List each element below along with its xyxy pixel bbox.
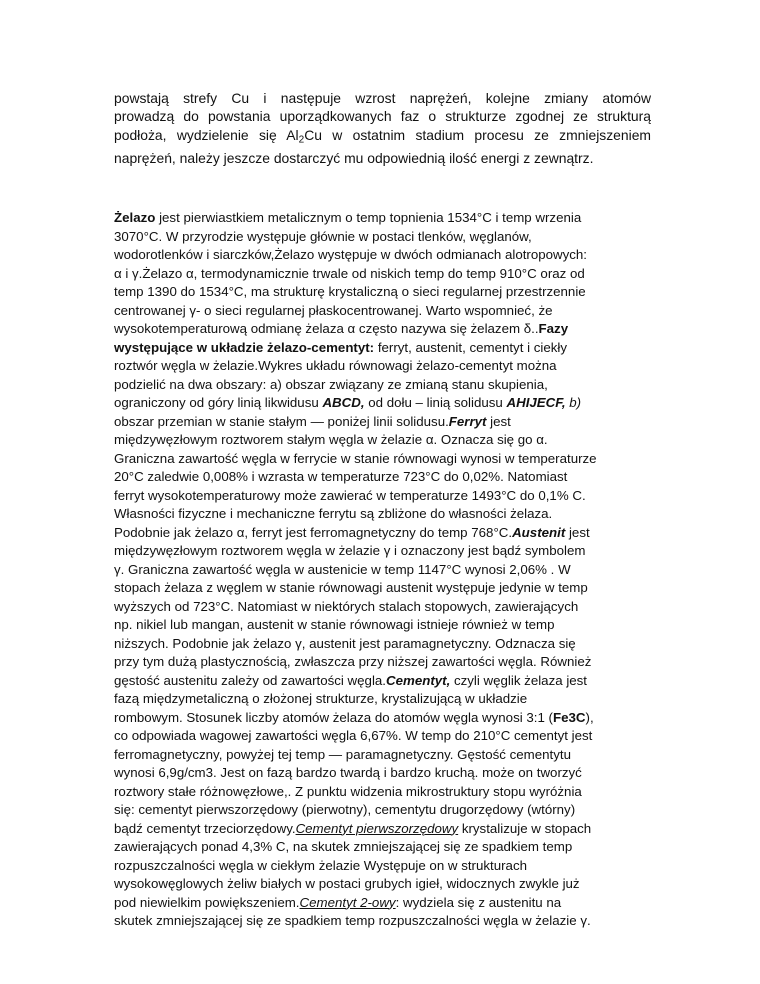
- text-line: rozpuszczalności węgla w ciekłym żelazie Występuje on w strukturach: [114, 857, 527, 873]
- term-cementyt-2-owy: Cementyt 2-owy: [299, 894, 396, 910]
- term-zelazo: Żelazo: [114, 210, 156, 225]
- text-line: γ. Graniczna zawartość węgla w austenicie w temp 1147°C wynosi 2,06% . W: [114, 561, 571, 577]
- text-line: fazą międzymetaliczną o złożonej strukturze, krystalizującą w układzie: [114, 691, 528, 706]
- text-line: np. nikiel lub mangan, austenit w stanie równowagi istnieje również w temp: [114, 617, 555, 632]
- text-run: czyli węglik żelaza jest: [450, 672, 588, 688]
- text-line: [114, 894, 659, 913]
- text-line: [114, 672, 659, 691]
- text-run: jest: [565, 524, 590, 540]
- text-line: [114, 709, 659, 728]
- text-line: wynosi 6,9g/cm3. Jest on fazą bardzo twardą i bardzo kruchą. może on tworzyć: [114, 765, 582, 780]
- text-run: bądź cementyt trzeciorzędowy.: [114, 820, 296, 836]
- text-line: roztwory stałe różnowęzłowe,. Z punktu widzenia mikrostruktury stopu wyróżnia: [114, 783, 582, 799]
- paragraph-iron: [114, 209, 659, 931]
- text-line: [114, 320, 659, 339]
- text-line: przy tym dużą plastycznością, zwłaszcza przy niższej zawartości węgla. Również: [114, 654, 592, 669]
- text-line: Graniczna zawartość węgla w ferrycie w stanie równowagi wynosi w temperaturze: [114, 450, 597, 466]
- term-cementyt: Cementyt,: [386, 672, 451, 688]
- text-run: wysokotemperaturową odmianę żelaza α często nazywa się żelazem δ..: [114, 321, 539, 336]
- text-line: 20°C zaledwie 0,008% i wzrasta w temperaturze 723°C do 0,02%. Natomiast: [114, 469, 568, 484]
- text-line: ferryt wysokotemperaturowy może zawierać w temperaturze 1493°C do 0,1% C.: [114, 487, 586, 503]
- text-line: międzywęzłowym roztworem węgla w żelazie γ i oznaczony jest bądź symbolem: [114, 543, 586, 558]
- text-run: ),: [585, 709, 594, 725]
- text-run: rombowym. Stosunek liczby atomów żelaza do atomów węgla wynosi 3:1 (: [114, 709, 553, 725]
- term-fe3c: Fe3C: [553, 709, 586, 725]
- text-line: się: cementyt pierwszorzędowy (pierwotny), cementytu drugorzędowy (wtórny): [114, 802, 576, 817]
- term-fazy: Fazy: [538, 321, 569, 336]
- text-line: centrowanej γ- o sieci regularnej płaskocentrowanej. Warto wspomnieć, że: [114, 302, 553, 318]
- text-line: [114, 209, 659, 228]
- text-line: niższych. Podobnie jak żelazo γ, austenit jest paramagnetyczny. Odznacza się: [114, 635, 576, 651]
- text-run: jest: [486, 413, 511, 429]
- term-cementyt-pierwszorzedowy: Cementyt pierwszorzędowy: [295, 820, 459, 836]
- term-austenit: Austenit: [512, 524, 566, 540]
- text-line: [114, 820, 659, 839]
- text-line: skutek zmniejszającej się ze spadkiem temp rozpuszczalności węgla w żelazie γ.: [114, 913, 591, 928]
- text-line: stopach żelaza z węglem w stanie równowagi austenit występuje jedynie w temp: [114, 580, 588, 595]
- subscript: 2: [298, 134, 305, 146]
- text-run: gęstość austenitu zależy od zawartości węgla.: [114, 672, 386, 688]
- text-run: Cu w ostatnim stadium procesu ze zmniejszeniem: [304, 126, 652, 143]
- text-line: Własności fizyczne i mechaniczne ferrytu są zbliżone do własności żelaza.: [114, 506, 553, 521]
- text-line: roztwór węgla w żelazie.Wykres układu równowagi żelazo-cementyt można: [114, 358, 557, 373]
- text-line: ferromagnetyczny, powyżej tej temp — paramagnetyczny. Gęstość cementytu: [114, 746, 571, 762]
- text-line: [114, 413, 659, 432]
- text-line: prowadzą do powstania uporządkowanych faz o strukturze zgodnej ze strukturą: [114, 108, 651, 125]
- text-run: ograniczony od góry linią likwidusu: [114, 395, 323, 410]
- text-run: : wydziela się z austenitu na: [395, 894, 562, 910]
- text-line: 3070°C. W przyrodzie występuje głównie w postaci tlenków, węglanów,: [114, 228, 532, 244]
- text-line: α i γ.Żelazo α, termodynamicznie trwale od niskich temp do temp 910°C oraz od: [114, 265, 585, 281]
- text-line: [114, 126, 651, 150]
- term-ferryt: Ferryt: [448, 413, 487, 429]
- text-line: powstają strefy Cu i następuje wzrost naprężeń, kolejne zmiany atomów: [114, 90, 651, 106]
- term-phases: występujące w układzie żelazo-cementyt:: [114, 339, 375, 355]
- text-line: [114, 524, 659, 543]
- text-line: podzielić na dwa obszary: a) obszar związany ze zmianą stanu skupienia,: [114, 376, 548, 392]
- text-line: wodorotlenków i siarczków,Żelazo występuje w dwóch odmianach alotropowych:: [114, 247, 588, 262]
- text-run: jest pierwiastkiem metalicznym o temp topnienia 1534°C i temp wrzenia: [155, 210, 582, 225]
- text-run: od dołu – linią solidusu: [364, 395, 507, 410]
- paragraph-precipitation: [114, 89, 651, 168]
- text-run: krystalizuje w stopach: [458, 820, 592, 836]
- text-line: co odpowiada wagowej zawartości węgla 6,67%. W temp do 210°C cementyt jest: [114, 728, 593, 743]
- text-run: ferryt, austenit, cementyt i ciekły: [374, 339, 567, 355]
- text-line: [114, 339, 659, 358]
- text-line: wysokowęglowych żeliw białych w postaci grubych igieł, widocznych zwykle już: [114, 876, 580, 891]
- text-line: temp 1390 do 1534°C, ma strukturę krystaliczną o sieci regularnej przestrzennie: [114, 284, 586, 299]
- text-run: Podobnie jak żelazo α, ferryt jest ferromagnetyczny do temp 768°C.: [114, 524, 513, 540]
- text-run: podłoża, wydzielenie się Al: [114, 126, 299, 143]
- text-run: obszar przemian w stanie stałym — poniżej linii solidusu.: [114, 413, 449, 429]
- text-run: b): [565, 395, 582, 410]
- text-run: pod niewielkim powiększeniem.: [114, 894, 300, 910]
- text-line: naprężeń, należy jeszcze dostarczyć mu odpowiednią ilość energi z zewnątrz.: [114, 150, 594, 167]
- text-line: wyższych od 723°C. Natomiast w niektórych stalach stopowych, zawierających: [114, 598, 579, 614]
- text-line: [114, 394, 659, 413]
- term-ahijecf: AHIJECF,: [506, 395, 566, 410]
- text-line: międzywęzłowym roztworem stałym węgla w żelazie α. Oznacza się go α.: [114, 432, 548, 447]
- term-abcd: ABCD,: [322, 395, 365, 410]
- text-line: zawierających ponad 4,3% C, na skutek zmniejszającej się ze spadkiem temp: [114, 839, 573, 854]
